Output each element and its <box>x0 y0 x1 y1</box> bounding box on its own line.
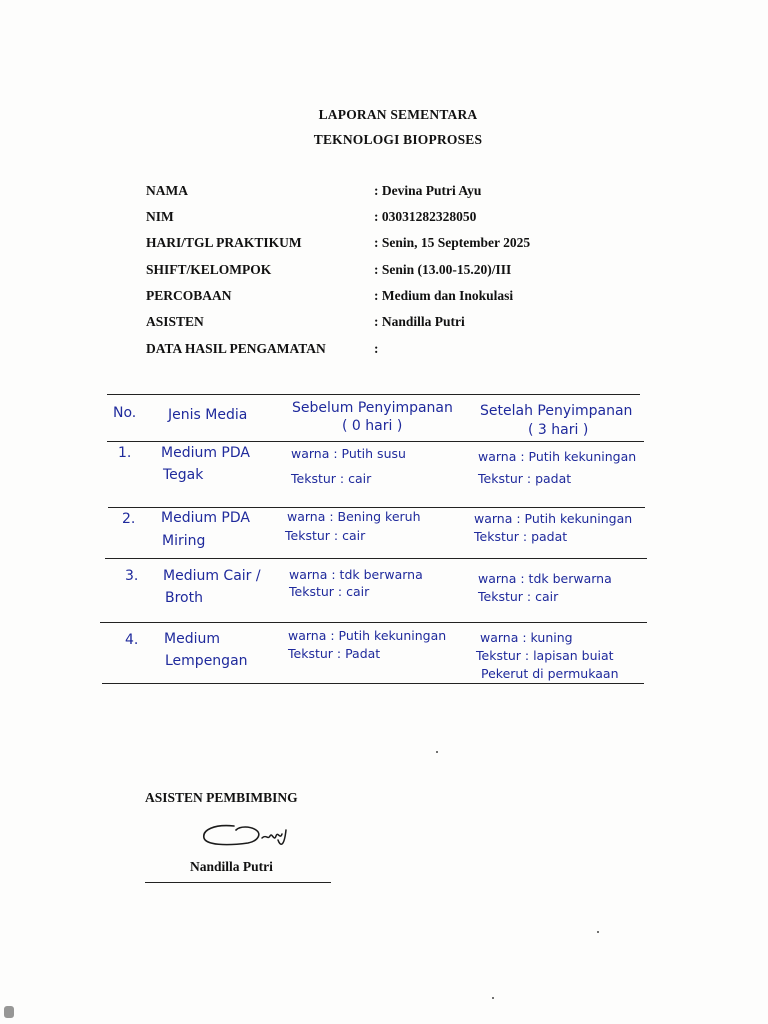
before-texture: Tekstur : Padat <box>288 646 381 661</box>
row-number: 2. <box>122 511 136 527</box>
signature-title: ASISTEN PEMBIMBING <box>145 790 298 805</box>
info-label: NIM <box>146 209 174 224</box>
header-after-days: ( 3 hari ) <box>528 422 589 438</box>
scan-speck <box>492 997 494 999</box>
row-rule <box>100 622 647 623</box>
report-subtitle: TEKNOLOGI BIOPROSES <box>313 132 483 147</box>
media-name-2: Tegak <box>163 467 204 483</box>
media-name-2: Broth <box>165 590 203 606</box>
info-label: SHIFT/KELOMPOK <box>146 262 272 277</box>
scan-smudge <box>4 1006 14 1018</box>
row-number: 1. <box>118 445 132 461</box>
before-texture: Tekstur : cair <box>285 528 366 543</box>
after-texture: Tekstur : cair <box>478 589 559 604</box>
info-value: : 03031282328050 <box>374 209 477 224</box>
before-color: warna : Putih susu <box>291 446 406 461</box>
header-rule <box>107 441 644 442</box>
row-rule <box>105 558 647 559</box>
header-before-days: ( 0 hari ) <box>342 418 403 434</box>
after-color: warna : kuning <box>480 630 573 645</box>
info-value: : <box>374 341 379 356</box>
media-name-2: Miring <box>162 533 206 549</box>
before-color: warna : tdk berwarna <box>289 567 423 582</box>
before-texture: Tekstur : cair <box>289 584 370 599</box>
info-value: : Medium dan Inokulasi <box>374 288 514 303</box>
after-texture-2: Pekerut di permukaan <box>481 666 619 681</box>
table-top-rule <box>107 394 640 395</box>
media-name: Medium <box>164 631 220 647</box>
after-texture: Tekstur : padat <box>478 471 572 486</box>
info-label: DATA HASIL PENGAMATAN <box>146 341 326 356</box>
signature-line <box>145 882 331 883</box>
row-number: 3. <box>125 568 139 584</box>
media-name: Medium PDA <box>161 510 250 526</box>
info-label: NAMA <box>146 183 188 198</box>
media-name-2: Lempengan <box>165 653 248 669</box>
media-name: Medium PDA <box>161 445 250 461</box>
after-color: warna : tdk berwarna <box>478 571 612 586</box>
info-label: PERCOBAAN <box>146 288 232 303</box>
info-value: : Nandilla Putri <box>374 314 465 329</box>
before-texture: Tekstur : cair <box>291 471 372 486</box>
info-value: : Devina Putri Ayu <box>374 183 482 198</box>
info-label: HARI/TGL PRAKTIKUM <box>146 235 302 250</box>
info-value: : Senin (13.00-15.20)/III <box>374 262 512 277</box>
before-color: warna : Bening keruh <box>287 509 421 524</box>
scan-speck <box>597 931 599 933</box>
after-color: warna : Putih kekuningan <box>478 449 637 464</box>
header-no: No. <box>113 405 137 421</box>
before-color: warna : Putih kekuningan <box>288 628 447 643</box>
header-before: Sebelum Penyimpanan <box>292 400 453 416</box>
info-label: ASISTEN <box>146 314 204 329</box>
media-name: Medium Cair / <box>163 568 261 584</box>
header-media: Jenis Media <box>168 407 248 423</box>
scan-speck <box>436 751 438 753</box>
signature-name: Nandilla Putri <box>190 859 273 874</box>
row-number: 4. <box>125 632 139 648</box>
handwritten-signature <box>200 818 295 852</box>
after-texture: Tekstur : lapisan buiat <box>476 648 614 663</box>
table-bottom-rule <box>102 683 644 684</box>
report-title: LAPORAN SEMENTARA <box>318 107 478 122</box>
after-color: warna : Putih kekuningan <box>474 511 633 526</box>
header-after: Setelah Penyimpanan <box>480 403 633 419</box>
after-texture: Tekstur : padat <box>474 529 568 544</box>
info-value: : Senin, 15 September 2025 <box>374 235 531 250</box>
